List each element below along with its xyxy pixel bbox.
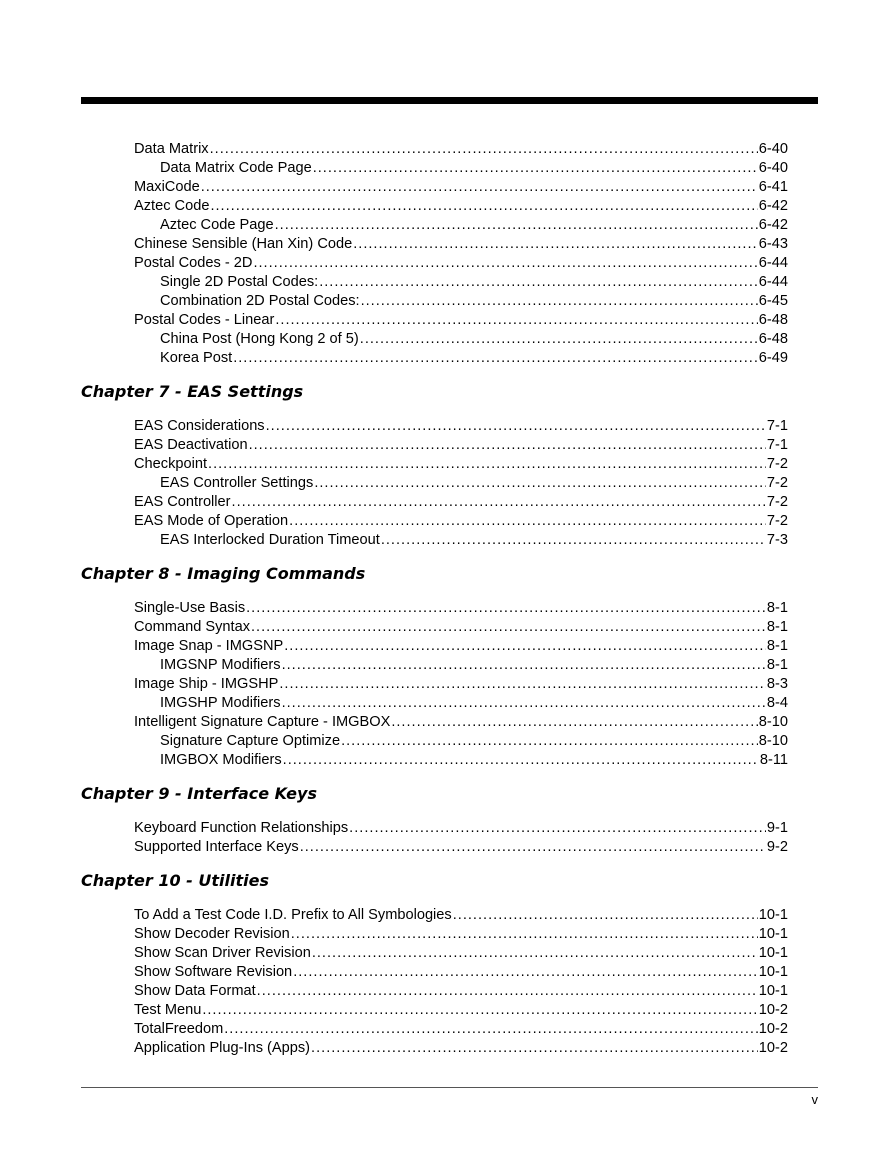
toc-entry-page: 6-40 xyxy=(758,141,788,157)
toc-entry-title: Show Data Format xyxy=(134,983,256,999)
toc-entry-title: Show Software Revision xyxy=(134,964,293,980)
dot-leader xyxy=(353,235,758,254)
toc-entry[interactable] xyxy=(160,694,788,713)
dot-leader xyxy=(391,713,757,732)
toc-entry-page: 8-10 xyxy=(758,714,788,730)
toc-entry[interactable] xyxy=(134,1039,788,1058)
toc-entry-title: Postal Codes - 2D xyxy=(134,255,253,271)
toc-entry-title: Test Menu xyxy=(134,1002,202,1018)
toc-entry[interactable] xyxy=(160,159,788,178)
toc-entry[interactable] xyxy=(134,819,788,838)
toc-entry[interactable] xyxy=(160,216,788,235)
toc-entry[interactable] xyxy=(134,178,788,197)
toc-entry[interactable] xyxy=(134,455,788,474)
toc-entry[interactable] xyxy=(134,254,788,273)
toc-entry-page: 6-45 xyxy=(758,293,788,309)
dot-leader xyxy=(251,618,766,637)
toc-entry-title: Signature Capture Optimize xyxy=(160,733,341,749)
dot-leader xyxy=(202,1001,757,1020)
toc-entry-page: 7-1 xyxy=(766,418,788,434)
dot-leader xyxy=(224,1020,758,1039)
toc-entry[interactable] xyxy=(160,273,788,292)
toc-entry[interactable] xyxy=(160,656,788,675)
dot-leader xyxy=(283,751,759,770)
toc-entry[interactable] xyxy=(160,349,788,368)
toc-entry-page: 9-2 xyxy=(766,839,788,855)
toc-entry-page: 6-48 xyxy=(758,312,788,328)
toc-entry-page: 6-49 xyxy=(758,350,788,366)
toc-entry-title: Single 2D Postal Codes: xyxy=(160,274,319,290)
toc-entry-page: 7-1 xyxy=(766,437,788,453)
dot-leader xyxy=(275,216,758,235)
toc-entry-page: 10-1 xyxy=(758,907,788,923)
dot-leader xyxy=(312,944,758,963)
toc-entry-title: Checkpoint xyxy=(134,456,208,472)
toc-entry[interactable] xyxy=(160,292,788,311)
toc-entry-page: 8-3 xyxy=(766,676,788,692)
toc-entry-title: Aztec Code xyxy=(134,198,210,214)
toc-entry[interactable] xyxy=(134,838,788,857)
toc-entry-title: Single-Use Basis xyxy=(134,600,246,616)
dot-leader xyxy=(361,292,758,311)
toc-entry-page: 8-1 xyxy=(766,600,788,616)
toc-entry[interactable] xyxy=(134,140,788,159)
toc-entry-page: 6-42 xyxy=(758,198,788,214)
header-rule xyxy=(81,97,818,104)
chapter-heading: Chapter 7 - EAS Settings xyxy=(81,382,304,401)
toc-entry[interactable] xyxy=(134,618,788,637)
dot-leader xyxy=(311,1039,758,1058)
dot-leader xyxy=(210,197,757,216)
toc-entry[interactable] xyxy=(160,474,788,493)
toc-entry-page: 6-43 xyxy=(758,236,788,252)
toc-entry-title: EAS Controller xyxy=(134,494,231,510)
dot-leader xyxy=(208,455,766,474)
toc-entry-title: Keyboard Function Relationships xyxy=(134,820,349,836)
toc-entry[interactable] xyxy=(134,417,788,436)
toc-entry[interactable] xyxy=(134,436,788,455)
dot-leader xyxy=(293,963,758,982)
dot-leader xyxy=(246,599,766,618)
toc-entry-page: 10-1 xyxy=(758,964,788,980)
toc-entry[interactable] xyxy=(134,599,788,618)
toc-entry[interactable] xyxy=(134,713,788,732)
toc-entry[interactable] xyxy=(134,311,788,330)
dot-leader xyxy=(289,512,766,531)
toc-entry-title: MaxiCode xyxy=(134,179,200,195)
dot-leader xyxy=(275,311,757,330)
dot-leader xyxy=(253,254,757,273)
toc-entry[interactable] xyxy=(134,197,788,216)
toc-entry[interactable] xyxy=(160,751,788,770)
toc-entry-title: To Add a Test Code I.D. Prefix to All Symbologies xyxy=(134,907,452,923)
toc-entry[interactable] xyxy=(134,925,788,944)
toc-entry-title: Korea Post xyxy=(160,350,233,366)
toc-entry[interactable] xyxy=(134,512,788,531)
toc-entry-title: Supported Interface Keys xyxy=(134,839,299,855)
toc-entry-page: 7-3 xyxy=(766,532,788,548)
toc-entry-page: 8-1 xyxy=(766,657,788,673)
dot-leader xyxy=(314,474,766,493)
dot-leader xyxy=(266,417,766,436)
toc-entry-title: Postal Codes - Linear xyxy=(134,312,275,328)
toc-entry-title: Show Decoder Revision xyxy=(134,926,290,942)
toc-entry[interactable] xyxy=(160,531,788,550)
dot-leader xyxy=(201,178,758,197)
toc-entry[interactable] xyxy=(160,732,788,751)
toc-entry-title: Application Plug-Ins (Apps) xyxy=(134,1040,311,1056)
toc-entry-title: IMGBOX Modifiers xyxy=(160,752,282,768)
toc-entry-page: 8-1 xyxy=(766,619,788,635)
toc-entry-page: 6-44 xyxy=(758,255,788,271)
toc-entry-title: Data Matrix xyxy=(134,141,209,157)
toc-entry-page: 8-11 xyxy=(759,752,788,768)
toc-entry-title: IMGSHP Modifiers xyxy=(160,695,281,711)
dot-leader xyxy=(232,493,766,512)
dot-leader xyxy=(349,819,766,838)
toc-entry-title: China Post (Hong Kong 2 of 5) xyxy=(160,331,359,347)
toc-entry[interactable] xyxy=(134,675,788,694)
chapter-heading: Chapter 10 - Utilities xyxy=(81,871,269,890)
dot-leader xyxy=(453,906,758,925)
toc-entry[interactable] xyxy=(134,1001,788,1020)
dot-leader xyxy=(282,694,766,713)
toc-entry[interactable] xyxy=(134,944,788,963)
toc-entry-page: 10-1 xyxy=(758,983,788,999)
chapter-heading: Chapter 8 - Imaging Commands xyxy=(81,564,366,583)
toc-entry-page: 10-2 xyxy=(758,1021,788,1037)
dot-leader xyxy=(360,330,758,349)
chapter-heading: Chapter 9 - Interface Keys xyxy=(81,784,317,803)
toc-entry-page: 6-42 xyxy=(758,217,788,233)
dot-leader xyxy=(282,656,766,675)
dot-leader xyxy=(381,531,766,550)
footer-rule xyxy=(81,1087,818,1088)
toc-entry-page: 7-2 xyxy=(766,513,788,529)
dot-leader xyxy=(341,732,758,751)
toc-entry-page: 8-4 xyxy=(766,695,788,711)
toc-entry-title: Combination 2D Postal Codes: xyxy=(160,293,360,309)
dot-leader xyxy=(319,273,758,292)
toc-entry[interactable] xyxy=(134,906,788,925)
toc-entry[interactable] xyxy=(160,330,788,349)
dot-leader xyxy=(279,675,766,694)
toc-entry-title: EAS Interlocked Duration Timeout xyxy=(160,532,380,548)
toc-entry-title: EAS Considerations xyxy=(134,418,265,434)
toc-entry-title: Image Snap - IMGSNP xyxy=(134,638,284,654)
toc-entry-title: IMGSNP Modifiers xyxy=(160,657,281,673)
dot-leader xyxy=(291,925,758,944)
toc-entry-title: EAS Mode of Operation xyxy=(134,513,289,529)
toc-entry-page: 10-2 xyxy=(758,1040,788,1056)
toc-entry[interactable] xyxy=(134,1020,788,1039)
toc-entry-title: EAS Deactivation xyxy=(134,437,248,453)
toc-entry[interactable] xyxy=(134,235,788,254)
toc-entry-page: 8-1 xyxy=(766,638,788,654)
toc-entry-title: Image Ship - IMGSHP xyxy=(134,676,279,692)
toc-entry-title: Data Matrix Code Page xyxy=(160,160,312,176)
toc-entry-page: 10-1 xyxy=(758,945,788,961)
toc-entry-title: Command Syntax xyxy=(134,619,250,635)
toc-entry-page: 6-44 xyxy=(758,274,788,290)
toc-entry-page: 6-41 xyxy=(758,179,788,195)
toc-entry[interactable] xyxy=(134,493,788,512)
toc-entry[interactable] xyxy=(134,982,788,1001)
table-of-contents xyxy=(81,140,788,1058)
page-number: v xyxy=(811,1092,818,1107)
toc-entry-page: 8-10 xyxy=(758,733,788,749)
toc-entry[interactable] xyxy=(134,637,788,656)
toc-entry-page: 7-2 xyxy=(766,456,788,472)
toc-entry-title: Chinese Sensible (Han Xin) Code xyxy=(134,236,353,252)
dot-leader xyxy=(210,140,758,159)
toc-entry-title: EAS Controller Settings xyxy=(160,475,314,491)
toc-entry-page: 10-2 xyxy=(758,1002,788,1018)
toc-entry-title: Show Scan Driver Revision xyxy=(134,945,311,961)
dot-leader xyxy=(249,436,766,455)
toc-entry-page: 9-1 xyxy=(766,820,788,836)
dot-leader xyxy=(313,159,758,178)
toc-entry-page: 6-40 xyxy=(758,160,788,176)
toc-entry-page: 7-2 xyxy=(766,494,788,510)
dot-leader xyxy=(300,838,766,857)
toc-entry-page: 6-48 xyxy=(758,331,788,347)
dot-leader xyxy=(257,982,758,1001)
toc-entry-title: TotalFreedom xyxy=(134,1021,224,1037)
toc-entry[interactable] xyxy=(134,963,788,982)
toc-entry-page: 10-1 xyxy=(758,926,788,942)
dot-leader xyxy=(233,349,758,368)
dot-leader xyxy=(284,637,766,656)
toc-entry-page: 7-2 xyxy=(766,475,788,491)
toc-entry-title: Aztec Code Page xyxy=(160,217,274,233)
toc-entry-title: Intelligent Signature Capture - IMGBOX xyxy=(134,714,391,730)
